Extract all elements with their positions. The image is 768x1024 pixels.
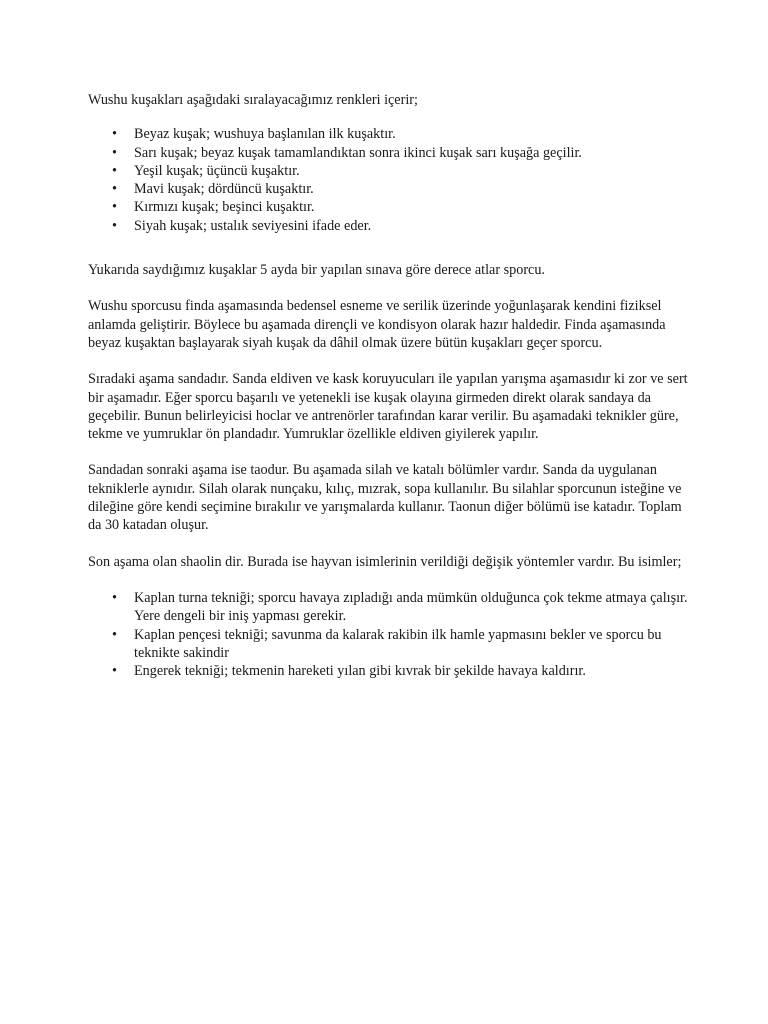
belt-list-item: • Yeşil kuşak; üçüncü kuşaktır. bbox=[88, 162, 688, 180]
belt-list-item: • Siyah kuşak; ustalık seviyesini ifade eder. bbox=[88, 217, 688, 235]
belt-list bbox=[88, 125, 688, 235]
technique-list-item: • Engerek tekniği; tekmenin hareketi yılan gibi kıvrak bir şekilde havaya kaldırır. bbox=[88, 662, 688, 680]
belt-list-item: • Beyaz kuşak; wushuya başlanılan ilk kuşaktır. bbox=[88, 125, 688, 143]
tao-paragraph: Sandadan sonraki aşama ise taodur. Bu aşamada silah ve katalı bölümler vardır. Sanda da uygulanan tekniklerle aynıdır. Silah olarak nunçaku, kılıç, mızrak, sopa kullanılır. Bu silahlar sporcunun isteğine ve dileğine göre kendi seçimine bırakılır ve yarışmalarda kullanır. Taonun diğer bölümü ise katadır. Toplam da 30 katadan oluşur. bbox=[88, 462, 682, 534]
sanda-paragraph: Sıradaki aşama sandadır. Sanda eldiven ve kask koruyucuları ile yapılan yarışma aşamasıdır ki zor ve sert bir aşamadır. Eğer sporcu başarılı ve yetenekli ise kuşak olayına girmeden direkt olarak sandaya da geçebilir. Bunun belirleyicisi hoclar ve antrenörler tarafından karar verilir. Bu aşamadaki teknikler güre, tekme ve yumruklar ön plandadır. Yumruklar özellikle eldiven giyilerek yapılır. bbox=[88, 371, 688, 443]
technique-list-item: • Kaplan turna tekniği; sporcu havaya zıpladığı anda mümkün olduğunca çok tekme atmaya çalışır. Yere dengeli bir iniş yapması gerekir. bbox=[88, 589, 688, 626]
belt-list-item: • Sarı kuşak; beyaz kuşak tamamlandıktan sonra ikinci kuşak sarı kuşağa geçilir. bbox=[88, 144, 688, 162]
shaolin-paragraph: Son aşama olan shaolin dir. Burada ise hayvan isimlerinin verildiği değişik yöntemler vardır. Bu isimler; bbox=[88, 553, 682, 570]
belt-list-item: • Mavi kuşak; dördüncü kuşaktır. bbox=[88, 180, 688, 198]
intro-paragraph: Wushu kuşakları aşağıdaki sıralayacağımız renkleri içerir; bbox=[88, 92, 418, 108]
technique-list bbox=[88, 589, 688, 680]
exam-paragraph: Yukarıda saydığımız kuşaklar 5 ayda bir yapılan sınava göre derece atlar sporcu. bbox=[88, 262, 545, 279]
technique-list-item: • Kaplan pençesi tekniği; savunma da kalarak rakibin ilk hamle yapmasını bekler ve sporcu bu teknikte sakindir bbox=[88, 626, 688, 663]
belt-list-item: • Kırmızı kuşak; beşinci kuşaktır. bbox=[88, 198, 688, 216]
finda-paragraph: Wushu sporcusu finda aşamasında bedensel esneme ve serilik üzerinde yoğunlaşarak kendini fiziksel anlamda geliştirir. Böylece bu aşamada dirençli ve kondisyon olarak hazır haldedir. Finda aşamasında beyaz kuşaktan başlayarak siyah kuşak da dâhil olmak üzere bütün kuşakları geçer sporcu. bbox=[88, 298, 666, 351]
